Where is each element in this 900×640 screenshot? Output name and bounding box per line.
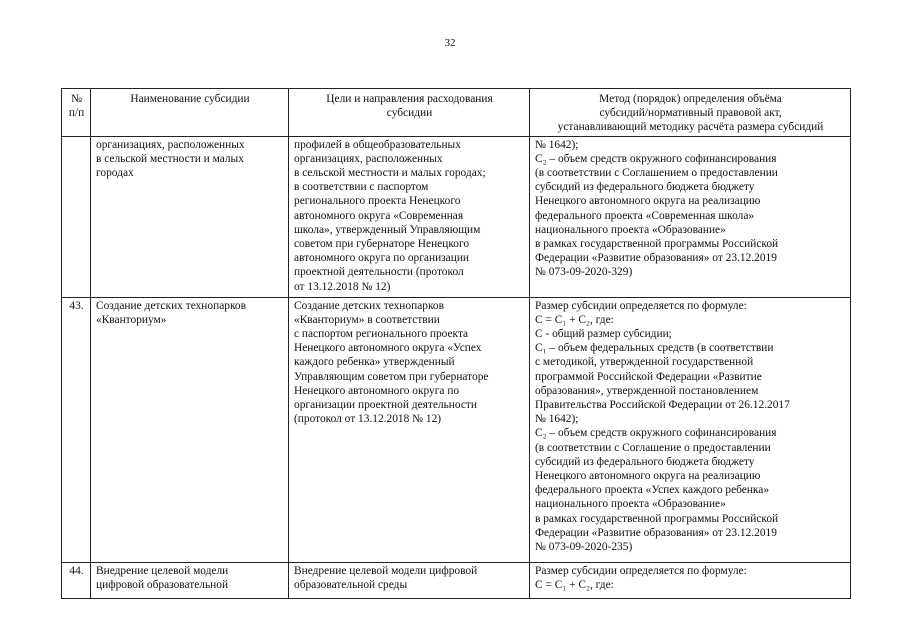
subsidies-table: [61, 88, 851, 599]
row-method: Размер субсидии определяется по формуле: С = С₁ + С₂, где: С - общий размер субсидии; С₁ – объем федеральных средств (в соответствии с методикой, утвержденной государственной программой Российской Федерации «Развитие образования», утвержденной постановлением Правительства Российской Федерации от 26.12.2017 № 1642); С₂ – объем средств окружного софинансирования (в соответствии с Соглашение о предоставлении субсидий из федерального бюджета бюджету Ненецкого автономного округа на реализацию федерального проекта «Успех каждого ребенка» национального проекта «Образование» в рамках государственной программы Российской Федерации «Развитие образования» от 23.12.2019 № 073-09-2020-235): [530, 297, 851, 562]
header-method: Метод (порядок) определения объёма субсидий/нормативный правовой акт, устанавливающий методику расчёта размера субсидий: [530, 89, 851, 137]
table-header-row: [62, 89, 851, 137]
row-subsidy-name: организациях, расположенных в сельской местности и малых городах: [91, 136, 289, 297]
row-purpose: Внедрение целевой модели цифровой образовательной среды: [289, 562, 530, 598]
table-row: [62, 297, 851, 562]
row-subsidy-name: Создание детских технопарков «Кванториум»: [91, 297, 289, 562]
row-subsidy-name: Внедрение целевой модели цифровой образовательной: [91, 562, 289, 598]
row-method: № 1642); С₂ – объем средств окружного софинансирования (в соответствии с Соглашением о предоставлении субсидий из федерального бюджета бюджету Ненецкого автономного округа на реализацию федерального проекта «Современная школа» национального проекта «Образование» в рамках государственной программы Российской Федерации «Развитие образования» от 23.12.2019 № 073-09-2020-329): [530, 136, 851, 297]
header-subsidy-name: Наименование субсидии: [91, 89, 289, 137]
header-purpose: Цели и направления расходования субсидии: [289, 89, 530, 137]
row-number: 43.: [62, 297, 91, 562]
row-method: Размер субсидии определяется по формуле: С = С₁ + С₂, где:: [530, 562, 851, 598]
row-number: 44.: [62, 562, 91, 598]
header-number: № п/п: [62, 89, 91, 137]
row-purpose: Создание детских технопарков «Кванториум» в соответствии с паспортом регионального проекта Ненецкого автономного округа «Успех каждого ребенка» утвержденный Управляющим советом при губернаторе Ненецкого автономного округа по организации проектной деятельности (протокол от 13.12.2018 № 12): [289, 297, 530, 562]
row-purpose: профилей в общеобразовательных организациях, расположенных в сельской местности и малых городах; в соответствии с паспортом регионального проекта Ненецкого автономного округа «Современная школа», утвержденный Управляющим советом при губернаторе Ненецкого автономного округа по организации проектной деятельности (протокол от 13.12.2018 № 12): [289, 136, 530, 297]
table-row: [62, 562, 851, 598]
row-number: [62, 136, 91, 297]
page-number: 32: [444, 37, 456, 49]
table-row: [62, 136, 851, 297]
